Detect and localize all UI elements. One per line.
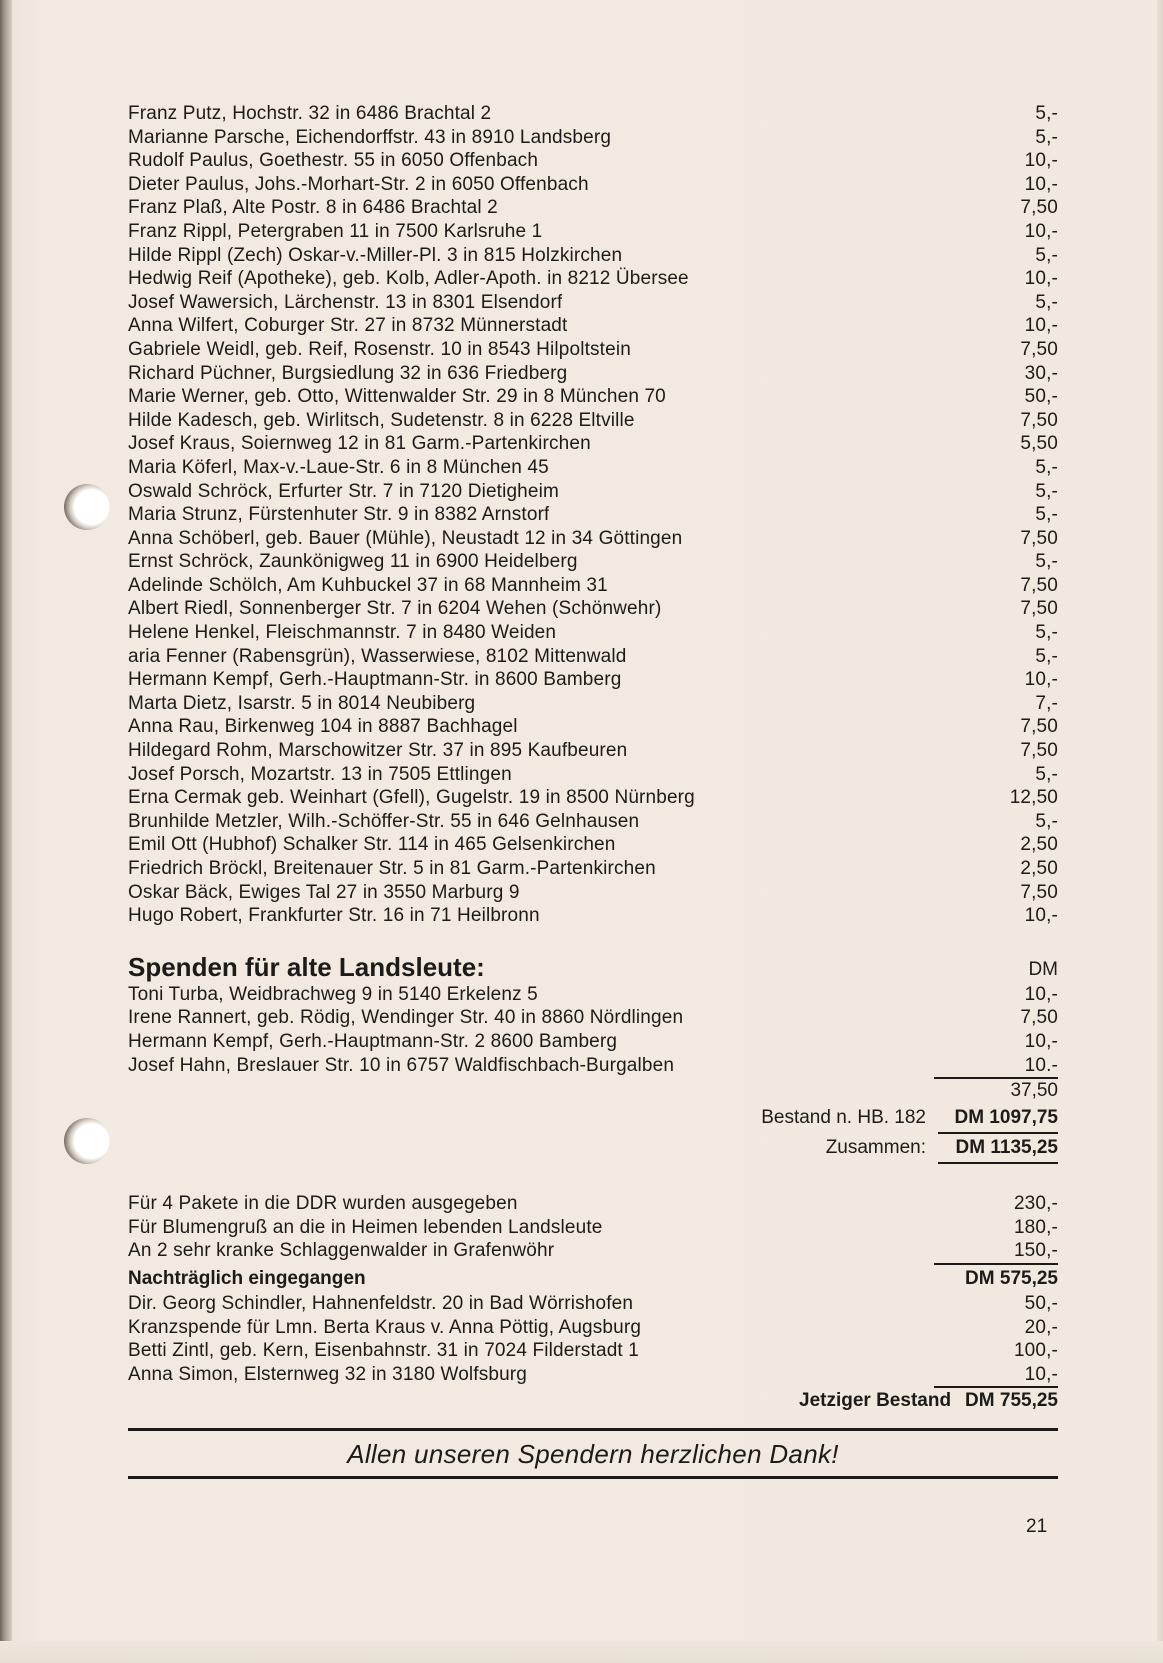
old-countrymen-heading-row	[128, 951, 1058, 983]
list-item	[128, 409, 1058, 433]
donation-amount: 5,-	[1035, 551, 1058, 573]
donor-name: Rudolf Paulus, Goethestr. 55 in 6050 Offenbach	[128, 150, 539, 172]
donor-name: Anna Wilfert, Coburger Str. 27 in 8732 Münnerstadt	[128, 315, 568, 337]
donor-name: Friedrich Bröckl, Breitenauer Str. 5 in 81 Garm.-Partenkirchen	[128, 858, 656, 879]
donor-name: Josef Porsch, Mozartstr. 13 in 7505 Ettlingen	[128, 763, 512, 785]
final-balance-value: DM 755,25	[965, 1390, 1058, 1412]
page-binding-edge	[0, 0, 12, 1663]
list-item	[128, 715, 1058, 739]
list-item	[128, 1316, 1058, 1340]
subtotal-value: 37,50	[1010, 1080, 1058, 1102]
donor-name: Josef Wawersich, Lärchenstr. 13 in 8301 Elsendorf	[128, 291, 563, 313]
donation-amount: 10,-	[1024, 173, 1058, 195]
donation-amount: 10,-	[1024, 905, 1058, 927]
donor-name: Hilde Kadesch, geb. Wirlitsch, Sudetenstr. 8 in 6228 Eltville	[128, 409, 635, 431]
donation-amount: 10,-	[1024, 983, 1058, 1005]
page-bottom-edge	[0, 1641, 1163, 1663]
thanks-banner	[128, 1428, 1058, 1479]
donation-amount: 5,-	[1035, 244, 1058, 266]
donation-amount: 20,-	[1024, 1316, 1058, 1338]
list-item	[128, 1006, 1058, 1030]
donor-name: Dir. Georg Schindler, Hahnenfeldstr. 20 in Bad Wörrishofen	[128, 1292, 634, 1314]
donations-list	[128, 102, 1058, 928]
donor-name: Kranzspende für Lmn. Berta Kraus v. Anna Pöttig, Augsburg	[128, 1316, 642, 1338]
list-item	[128, 385, 1058, 409]
donation-amount: 180,-	[1013, 1216, 1058, 1238]
donor-name: Anna Schöberl, geb. Bauer (Mühle), Neustadt 12 in 34 Göttingen	[128, 527, 683, 549]
donation-amount: 10,-	[1024, 315, 1058, 337]
list-item	[128, 550, 1058, 574]
list-item	[128, 314, 1058, 338]
previous-balance-row	[128, 1104, 1058, 1134]
donation-amount: 5,-	[1035, 480, 1058, 502]
document-content	[128, 102, 1058, 1479]
donation-amount: 10,-	[1024, 220, 1058, 242]
list-item	[128, 196, 1058, 220]
list-item	[128, 338, 1058, 362]
list-item	[128, 983, 1058, 1007]
donation-amount: 100,-	[1013, 1340, 1058, 1362]
donor-name: Toni Turba, Weidbrachweg 9 in 5140 Erkelenz 5	[128, 983, 538, 1005]
donation-amount: 5,50	[1020, 433, 1058, 455]
list-item	[128, 244, 1058, 268]
donation-amount: 5,-	[1035, 504, 1058, 526]
donation-amount: 10,-	[1024, 268, 1058, 290]
list-item	[128, 786, 1058, 810]
donation-amount: 10,-	[1024, 669, 1058, 691]
list-item	[128, 1216, 1058, 1240]
list-item	[128, 173, 1058, 197]
list-item	[128, 220, 1058, 244]
donor-name: Ernst Schröck, Zaunkönigweg 11 in 6900 Heidelberg	[128, 551, 578, 573]
expenses-list	[128, 1192, 1058, 1263]
list-item	[128, 480, 1058, 504]
list-item	[128, 574, 1058, 598]
punch-hole-bottom	[64, 1118, 110, 1164]
page-number: 21	[1026, 1516, 1048, 1537]
list-item	[128, 432, 1058, 456]
donation-amount: 7,50	[1020, 740, 1058, 762]
donor-name: Hilde Rippl (Zech) Oskar-v.-Miller-Pl. 3 in 815 Holzkirchen	[128, 244, 623, 266]
donor-name: Hildegard Rohm, Marschowitzer Str. 37 in 895 Kaufbeuren	[128, 740, 628, 762]
together-value: DM 1135,25	[938, 1134, 1058, 1164]
donor-name: Oswald Schröck, Erfurter Str. 7 in 7120 Dietigheim	[128, 480, 559, 502]
donor-name: Irene Rannert, geb. Rödig, Wendinger Str. 40 in 8860 Nördlingen	[128, 1007, 684, 1029]
punch-hole-top	[64, 484, 110, 530]
donor-name: Anna Simon, Elsternweg 32 in 3180 Wolfsburg	[128, 1363, 527, 1385]
donation-amount: 10,-	[1024, 150, 1058, 172]
donation-amount: 50,-	[1024, 1292, 1058, 1314]
donation-amount: 50,-	[1024, 386, 1058, 408]
donation-amount: 5,-	[1035, 622, 1058, 644]
list-item	[128, 739, 1058, 763]
donor-name: Albert Riedl, Sonnenberger Str. 7 in 6204 Wehen (Schönwehr)	[128, 598, 662, 620]
donor-name: Oskar Bäck, Ewiges Tal 27 in 3550 Marburg 9	[128, 881, 520, 903]
donation-amount: 7,50	[1020, 716, 1058, 738]
donation-amount: 10.-	[1024, 1054, 1058, 1076]
late-received-heading: Nachträglich eingegangen	[128, 1267, 366, 1289]
list-item	[128, 126, 1058, 150]
together-row	[128, 1134, 1058, 1164]
late-received-heading-row	[128, 1265, 1058, 1292]
late-received-list	[128, 1292, 1058, 1386]
donation-amount: 12,50	[1009, 787, 1058, 809]
donor-name: Franz Putz, Hochstr. 32 in 6486 Brachtal 2	[128, 103, 492, 124]
previous-balance-value: DM 1097,75	[938, 1104, 1058, 1134]
donor-name: Betti Zintl, geb. Kern, Eisenbahnstr. 31 in 7024 Filderstadt 1	[128, 1340, 639, 1362]
donor-name: Maria Strunz, Fürstenhuter Str. 9 in 8382 Arnstorf	[128, 504, 550, 526]
list-item	[128, 668, 1058, 692]
donor-name: Marianne Parsche, Eichendorffstr. 43 in 8910 Landsberg	[128, 126, 612, 148]
donation-amount: 5,-	[1035, 291, 1058, 313]
donor-name: An 2 sehr kranke Schlaggenwalder in Grafenwöhr	[128, 1240, 555, 1262]
donor-name: Helene Henkel, Fleischmannstr. 7 in 8480 Weiden	[128, 622, 557, 644]
donor-name: Adelinde Schölch, Am Kuhbuckel 37 in 68 Mannheim 31	[128, 574, 608, 596]
donation-amount: 7,-	[1035, 692, 1058, 714]
donor-name: Franz Rippl, Petergraben 11 in 7500 Karlsruhe 1	[128, 220, 543, 242]
list-item	[128, 102, 1058, 126]
donor-name: Franz Plaß, Alte Postr. 8 in 6486 Brachtal 2	[128, 197, 498, 219]
list-item	[128, 149, 1058, 173]
donation-amount: 5,-	[1035, 456, 1058, 478]
donation-amount: 7,50	[1020, 409, 1058, 431]
thanks-text: Allen unseren Spendern herzlichen Dank!	[347, 1439, 839, 1470]
list-item	[128, 904, 1058, 928]
list-item	[128, 503, 1058, 527]
donation-amount: 7,50	[1020, 1007, 1058, 1029]
donation-amount: 5,-	[1035, 103, 1058, 124]
previous-balance-label: Bestand n. HB. 182	[761, 1107, 926, 1129]
donor-name: aria Fenner (Rabensgrün), Wasserwiese, 8102 Mittenwald	[128, 645, 627, 667]
donor-name: Hugo Robert, Frankfurter Str. 16 in 71 Heilbronn	[128, 905, 540, 927]
list-item	[128, 527, 1058, 551]
list-item	[128, 1054, 1058, 1078]
late-received-heading-value: DM 575,25	[965, 1267, 1058, 1289]
donation-amount: 2,50	[1020, 858, 1058, 879]
list-item	[128, 456, 1058, 480]
donation-amount: 5,-	[1035, 126, 1058, 148]
list-item	[128, 267, 1058, 291]
list-item	[128, 1030, 1058, 1054]
donor-name: Erna Cermak geb. Weinhart (Gfell), Gugelstr. 19 in 8500 Nürnberg	[128, 787, 695, 809]
donor-name: Anna Rau, Birkenweg 104 in 8887 Bachhagel	[128, 716, 518, 738]
donation-amount: 5,-	[1035, 763, 1058, 785]
donation-amount: 30,-	[1024, 362, 1058, 384]
donor-name: Brunhilde Metzler, Wilh.-Schöffer-Str. 55 in 646 Gelnhausen	[128, 810, 640, 832]
final-balance-row	[128, 1388, 1058, 1414]
list-item	[128, 1292, 1058, 1316]
list-item	[128, 1339, 1058, 1363]
donor-name: Emil Ott (Hubhof) Schalker Str. 114 in 465 Gelsenkirchen	[128, 834, 616, 856]
donation-amount: 7,50	[1020, 527, 1058, 549]
list-item	[128, 291, 1058, 315]
donation-amount: 150,-	[1013, 1240, 1058, 1262]
donor-name: Marie Werner, geb. Otto, Wittenwalder Str. 29 in 8 München 70	[128, 386, 666, 408]
old-countrymen-heading: Spenden für alte Landsleute:	[128, 951, 485, 982]
donor-name: Dieter Paulus, Johs.-Morhart-Str. 2 in 6050 Offenbach	[128, 173, 589, 195]
donation-amount: 7,50	[1020, 598, 1058, 620]
donor-name: Richard Püchner, Burgsiedlung 32 in 636 Friedberg	[128, 362, 568, 384]
old-countrymen-list	[128, 983, 1058, 1077]
donation-amount: 10,-	[1024, 1363, 1058, 1385]
donation-amount: 5,-	[1035, 645, 1058, 667]
donor-name: Hermann Kempf, Gerh.-Hauptmann-Str. in 8600 Bamberg	[128, 669, 622, 691]
donor-name: Josef Hahn, Breslauer Str. 10 in 6757 Waldfischbach-Burgalben	[128, 1054, 675, 1076]
page-right-edge	[1157, 0, 1163, 1663]
list-item	[128, 763, 1058, 787]
list-item	[128, 692, 1058, 716]
donation-amount: 5,-	[1035, 810, 1058, 832]
list-item	[128, 621, 1058, 645]
donation-amount: 7,50	[1020, 881, 1058, 903]
donation-amount: 10,-	[1024, 1030, 1058, 1052]
donor-name: Maria Köferl, Max-v.-Laue-Str. 6 in 8 München 45	[128, 456, 549, 478]
donor-name: Für Blumengruß an die in Heimen lebenden Landsleute	[128, 1216, 603, 1238]
list-item	[128, 597, 1058, 621]
donor-name: Hermann Kempf, Gerh.-Hauptmann-Str. 2 8600 Bamberg	[128, 1030, 618, 1052]
list-item	[128, 1192, 1058, 1216]
list-item	[128, 810, 1058, 834]
list-item	[128, 881, 1058, 905]
donor-name: Marta Dietz, Isarstr. 5 in 8014 Neubiberg	[128, 692, 476, 714]
list-item	[128, 857, 1058, 881]
donation-amount: 2,50	[1020, 834, 1058, 856]
together-label: Zusammen:	[825, 1137, 926, 1159]
subtotal-row	[128, 1079, 1058, 1102]
donation-amount: 7,50	[1020, 197, 1058, 219]
donation-amount: 7,50	[1020, 338, 1058, 360]
donation-amount: 7,50	[1020, 574, 1058, 596]
list-item	[128, 645, 1058, 669]
list-item	[128, 362, 1058, 386]
donation-amount: 230,-	[1013, 1193, 1058, 1215]
donor-name: Für 4 Pakete in die DDR wurden ausgegeben	[128, 1193, 518, 1215]
donor-name: Gabriele Weidl, geb. Reif, Rosenstr. 10 in 8543 Hilpoltstein	[128, 338, 631, 360]
final-balance-label: Jetziger Bestand	[799, 1390, 952, 1412]
donor-name: Josef Kraus, Soiernweg 12 in 81 Garm.-Partenkirchen	[128, 433, 591, 455]
list-item	[128, 1239, 1058, 1263]
donor-name: Hedwig Reif (Apotheke), geb. Kolb, Adler-Apoth. in 8212 Übersee	[128, 268, 689, 290]
list-item	[128, 1363, 1058, 1387]
currency-unit: DM	[1028, 958, 1058, 980]
list-item	[128, 833, 1058, 857]
